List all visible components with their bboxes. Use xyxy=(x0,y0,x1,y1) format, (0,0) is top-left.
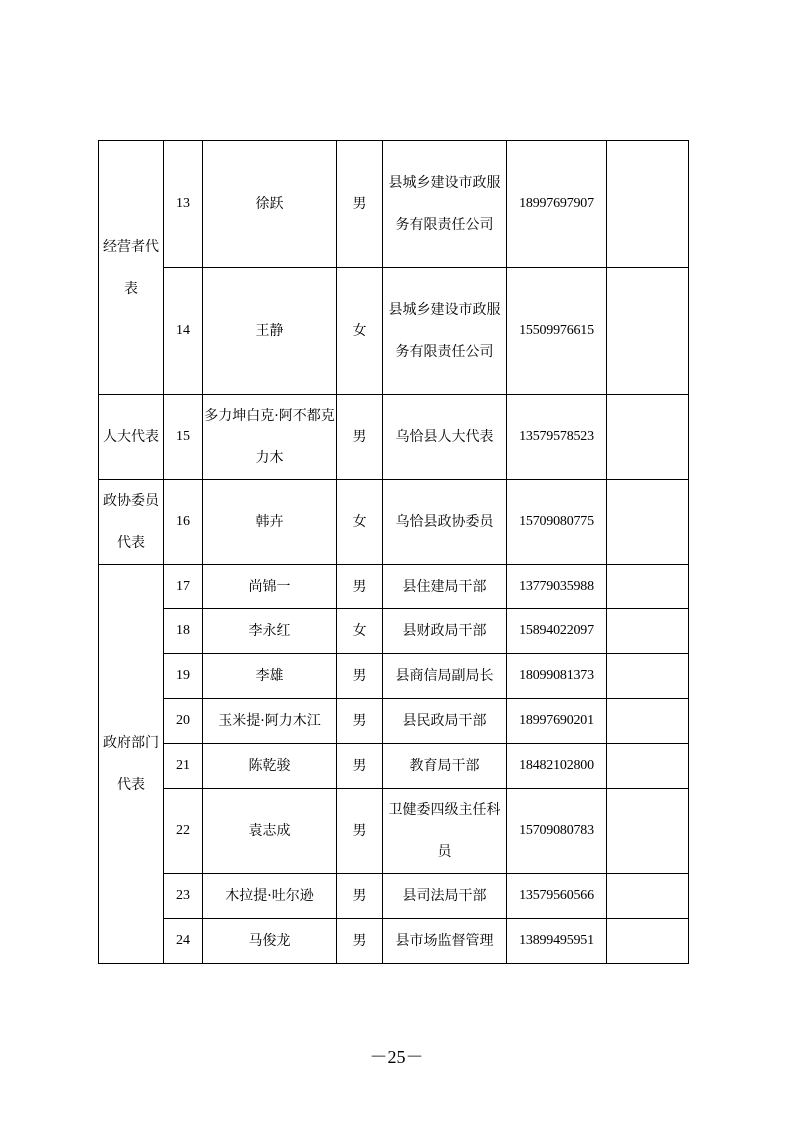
unit-text: 县司法局干部 xyxy=(402,888,487,904)
note-cell xyxy=(607,874,689,919)
work-unit xyxy=(383,699,507,744)
row-number: 15 xyxy=(164,395,203,480)
unit-text: 乌恰县人大代表 xyxy=(395,429,494,445)
note-cell xyxy=(607,609,689,654)
note-cell xyxy=(607,565,689,609)
group-cell-government xyxy=(99,565,164,964)
page-number: －25－ xyxy=(369,1047,424,1067)
row-number: 19 xyxy=(164,654,203,699)
gender: 男 xyxy=(337,699,383,744)
person-name xyxy=(203,919,337,964)
work-unit xyxy=(383,654,507,699)
group-cell-cppcc xyxy=(99,480,164,565)
work-unit xyxy=(383,874,507,919)
person-name xyxy=(203,480,337,565)
unit-text: 卫健委四级主任科员 xyxy=(388,802,501,860)
phone-number: 18997697907 xyxy=(507,141,607,268)
row-number: 23 xyxy=(164,874,203,919)
unit-text: 乌恰县政协委员 xyxy=(395,514,494,530)
name-text: 徐跃 xyxy=(255,196,284,212)
person-name xyxy=(203,874,337,919)
name-text: 陈乾骏 xyxy=(248,758,291,774)
phone-number: 15709080783 xyxy=(507,789,607,874)
gender: 男 xyxy=(337,874,383,919)
person-name xyxy=(203,565,337,609)
unit-text: 县住建局干部 xyxy=(402,578,487,595)
note-cell xyxy=(607,789,689,874)
phone-number: 18997690201 xyxy=(507,699,607,744)
phone-number: 13579560566 xyxy=(507,874,607,919)
phone-number: 18099081373 xyxy=(507,654,607,699)
person-name xyxy=(203,699,337,744)
group-label: 经营者代表 xyxy=(103,238,159,297)
gender: 男 xyxy=(337,141,383,268)
table-row xyxy=(99,395,689,480)
group-cell-npc xyxy=(99,395,164,480)
gender: 男 xyxy=(337,654,383,699)
person-name xyxy=(203,141,337,268)
name-text: 李永红 xyxy=(248,623,291,639)
gender: 男 xyxy=(337,395,383,480)
note-cell xyxy=(607,654,689,699)
row-number: 24 xyxy=(164,919,203,964)
unit-text: 县城乡建设市政服务有限责任公司 xyxy=(388,175,501,233)
table-row xyxy=(99,268,689,395)
row-number: 22 xyxy=(164,789,203,874)
unit-text: 县民政局干部 xyxy=(402,713,487,729)
phone-number: 18482102800 xyxy=(507,744,607,789)
row-number: 16 xyxy=(164,480,203,565)
work-unit xyxy=(383,565,507,609)
gender: 男 xyxy=(337,789,383,874)
group-label: 政府部门代表 xyxy=(103,735,159,793)
gender: 男 xyxy=(337,919,383,964)
row-number: 20 xyxy=(164,699,203,744)
work-unit xyxy=(383,609,507,654)
gender: 男 xyxy=(337,744,383,789)
name-text: 李雄 xyxy=(255,668,284,684)
table-row xyxy=(99,480,689,565)
note-cell xyxy=(607,480,689,565)
table-row xyxy=(99,699,689,744)
group-label: 人大代表 xyxy=(103,429,159,445)
row-number: 13 xyxy=(164,141,203,268)
work-unit xyxy=(383,395,507,480)
work-unit xyxy=(383,268,507,395)
name-text: 多力坤白克·阿不都克力木 xyxy=(204,408,335,466)
unit-text: 县城乡建设市政服务有限责任公司 xyxy=(388,302,501,360)
name-text: 韩卉 xyxy=(255,514,284,530)
name-text: 尚锦一 xyxy=(248,578,291,595)
group-label: 政协委员代表 xyxy=(103,493,159,551)
unit-text: 教育局干部 xyxy=(409,758,480,774)
table-row xyxy=(99,744,689,789)
roster-table xyxy=(98,140,689,964)
name-text: 玉米提·阿力木江 xyxy=(218,713,321,729)
row-number: 17 xyxy=(164,565,203,609)
note-cell xyxy=(607,395,689,480)
name-text: 马俊龙 xyxy=(248,933,291,949)
note-cell xyxy=(607,919,689,964)
row-number: 18 xyxy=(164,609,203,654)
work-unit xyxy=(383,919,507,964)
table-row xyxy=(99,654,689,699)
person-name xyxy=(203,395,337,480)
person-name xyxy=(203,789,337,874)
phone-number: 13899495951 xyxy=(507,919,607,964)
table-row xyxy=(99,874,689,919)
phone-number: 15894022097 xyxy=(507,609,607,654)
unit-text: 县市场监督管理 xyxy=(395,933,494,949)
table-row xyxy=(99,141,689,268)
name-text: 木拉提·吐尔逊 xyxy=(225,888,314,904)
work-unit xyxy=(383,480,507,565)
table-row xyxy=(99,609,689,654)
row-number: 21 xyxy=(164,744,203,789)
person-name xyxy=(203,654,337,699)
name-text: 袁志成 xyxy=(248,823,291,839)
group-cell-operators xyxy=(99,141,164,395)
unit-text: 县财政局干部 xyxy=(402,623,487,639)
work-unit xyxy=(383,141,507,268)
work-unit xyxy=(383,744,507,789)
phone-number: 15709080775 xyxy=(507,480,607,565)
gender: 男 xyxy=(337,565,383,609)
phone-number: 13779035988 xyxy=(507,565,607,609)
gender: 女 xyxy=(337,480,383,565)
gender: 女 xyxy=(337,609,383,654)
table-row xyxy=(99,565,689,609)
gender: 女 xyxy=(337,268,383,395)
note-cell xyxy=(607,268,689,395)
table-row xyxy=(99,789,689,874)
person-name xyxy=(203,744,337,789)
phone-number: 15509976615 xyxy=(507,268,607,395)
work-unit xyxy=(383,789,507,874)
person-name xyxy=(203,609,337,654)
row-number: 14 xyxy=(164,268,203,395)
person-name xyxy=(203,268,337,395)
note-cell xyxy=(607,744,689,789)
phone-number: 13579578523 xyxy=(507,395,607,480)
table-row xyxy=(99,919,689,964)
name-text: 王静 xyxy=(255,323,284,339)
note-cell xyxy=(607,699,689,744)
note-cell xyxy=(607,141,689,268)
unit-text: 县商信局副局长 xyxy=(395,668,494,684)
